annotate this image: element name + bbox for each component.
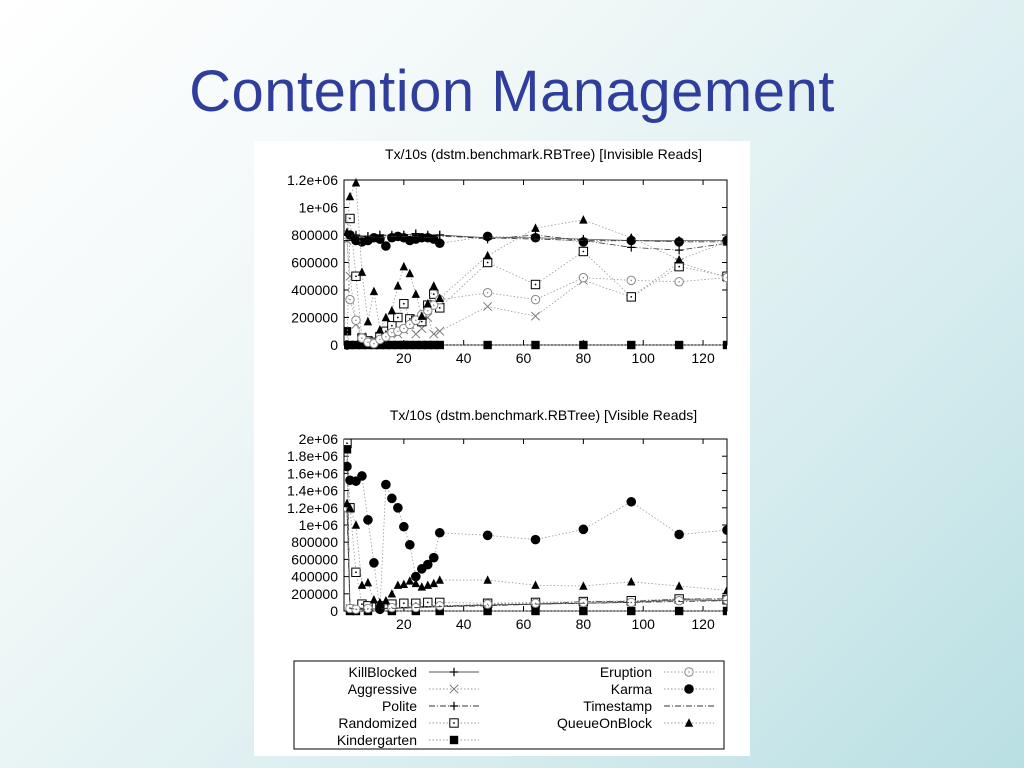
data-point	[675, 246, 683, 254]
legend-marker	[685, 668, 693, 676]
data-point	[627, 293, 635, 301]
data-point	[364, 604, 372, 612]
x-tick-label: 40	[455, 616, 472, 632]
x-tick-label: 100	[631, 350, 655, 366]
data-point	[346, 192, 354, 200]
y-tick-label: 2e+06	[298, 431, 338, 447]
legend-label: Kindergarten	[336, 732, 417, 748]
data-point	[436, 602, 444, 610]
slide-title: Contention Management	[189, 59, 835, 124]
y-tick-label: 1e+06	[298, 517, 338, 533]
data-point	[531, 341, 539, 349]
data-point	[483, 600, 491, 608]
data-point	[412, 289, 420, 297]
data-point	[352, 520, 360, 528]
data-point	[579, 598, 587, 606]
y-tick-label: 1.4e+06	[287, 482, 338, 499]
data-point	[531, 295, 539, 303]
data-point	[579, 341, 587, 349]
data-point	[370, 595, 378, 603]
data-point	[381, 241, 391, 251]
x-tick-label: 120	[691, 616, 715, 632]
chart-invisible-reads	[287, 146, 732, 366]
y-tick-label: 400000	[291, 282, 338, 298]
data-point	[400, 599, 408, 607]
x-tick-label: 60	[515, 350, 532, 366]
series-aggressive	[343, 504, 731, 614]
data-point	[394, 313, 402, 321]
data-point	[531, 312, 539, 320]
data-point	[387, 494, 397, 504]
data-point	[675, 341, 683, 349]
data-point	[531, 607, 539, 615]
series-eruption	[343, 504, 731, 614]
data-point	[346, 214, 354, 222]
y-tick-label: 400000	[291, 568, 338, 585]
chart-title: Tx/10s (dstm.benchmark.RBTree) [Visible Reads]	[389, 407, 698, 423]
data-point	[483, 289, 491, 297]
data-point	[483, 232, 493, 242]
data-point	[627, 577, 635, 585]
data-point	[370, 287, 378, 295]
data-point	[363, 515, 373, 525]
data-point	[346, 295, 354, 303]
data-point	[674, 530, 684, 540]
data-point	[627, 276, 635, 284]
data-point	[723, 341, 731, 349]
data-point	[430, 281, 438, 289]
data-point	[357, 471, 367, 481]
data-point	[436, 341, 444, 349]
data-point	[399, 522, 409, 532]
data-point	[675, 596, 683, 604]
data-point	[424, 598, 432, 606]
data-point	[723, 596, 731, 604]
data-point	[394, 281, 402, 289]
y-tick-label: 0	[330, 337, 338, 353]
chart-title: Tx/10s (dstm.benchmark.RBTree) [Invisible Reads]	[385, 146, 702, 162]
data-point	[400, 300, 408, 308]
data-point	[393, 503, 403, 513]
data-point	[579, 273, 587, 281]
legend-label: Karma	[610, 681, 652, 697]
data-point	[723, 586, 731, 594]
data-point	[483, 251, 491, 259]
figure-panel	[254, 141, 750, 756]
data-point	[626, 497, 636, 507]
legend	[294, 661, 724, 749]
y-tick-label: 1.8e+06	[287, 448, 338, 465]
y-tick-label: 1.6e+06	[287, 465, 338, 482]
data-point	[579, 247, 587, 255]
data-point	[722, 525, 732, 535]
data-point	[531, 581, 539, 589]
y-tick-label: 0	[330, 603, 338, 619]
legend-label: Eruption	[599, 664, 652, 680]
data-point	[579, 215, 587, 223]
data-point	[483, 575, 491, 583]
x-tick-label: 80	[575, 350, 592, 366]
y-tick-label: 1e+06	[298, 199, 338, 216]
x-tick-label: 120	[691, 350, 715, 366]
legend-label: Randomized	[338, 715, 417, 731]
legend-label: Timestamp	[583, 698, 652, 714]
y-tick-label: 800000	[291, 534, 338, 551]
x-tick-label: 40	[455, 350, 472, 366]
series-queueonblock	[343, 499, 731, 606]
data-point	[388, 306, 396, 314]
x-tick-label: 60	[515, 616, 532, 632]
y-tick-label: 1.2e+06	[287, 499, 338, 516]
data-point	[352, 272, 360, 280]
data-point	[352, 178, 360, 186]
data-point	[364, 578, 372, 586]
x-tick-label: 100	[631, 616, 655, 632]
legend-label: KillBlocked	[348, 664, 417, 680]
data-point	[381, 480, 391, 490]
data-point	[435, 528, 445, 538]
data-point	[483, 302, 491, 310]
data-point	[531, 280, 539, 288]
y-tick-label: 200000	[291, 309, 338, 326]
y-tick-label: 200000	[291, 585, 338, 602]
data-point	[483, 258, 491, 266]
x-tick-label: 20	[396, 616, 412, 632]
data-point	[388, 589, 396, 597]
data-point	[531, 535, 541, 545]
legend-label: Polite	[381, 698, 417, 714]
data-point	[531, 233, 541, 243]
data-point	[627, 607, 635, 615]
y-tick-label: 600000	[291, 551, 338, 568]
data-point	[627, 341, 635, 349]
data-point	[369, 558, 379, 568]
chart-figure	[254, 141, 750, 756]
data-point	[424, 581, 432, 589]
legend-label: QueueOnBlock	[557, 715, 652, 731]
data-point	[352, 316, 360, 324]
data-point	[483, 341, 491, 349]
data-point	[352, 568, 360, 576]
y-tick-label: 800000	[291, 227, 338, 243]
data-point	[723, 607, 731, 615]
data-point	[675, 607, 683, 615]
data-point	[579, 525, 589, 535]
x-tick-label: 80	[575, 616, 592, 632]
data-point	[579, 237, 589, 247]
data-point	[405, 540, 415, 550]
series-killblocked	[343, 504, 731, 614]
data-point	[436, 575, 444, 583]
legend-marker	[684, 684, 694, 694]
data-point	[343, 445, 351, 453]
chart-visible-reads	[287, 407, 732, 632]
series-karma	[342, 462, 732, 614]
y-tick-label: 600000	[291, 254, 338, 271]
data-point	[675, 262, 683, 270]
y-tick-label: 1.2e+06	[287, 172, 338, 188]
data-point	[388, 603, 396, 611]
data-point	[400, 262, 408, 270]
data-point	[723, 273, 731, 281]
data-point	[364, 317, 372, 325]
legend-label: Aggressive	[347, 681, 417, 697]
data-point	[483, 531, 493, 541]
x-tick-label: 20	[396, 350, 412, 366]
data-point	[352, 605, 360, 613]
data-point	[579, 607, 587, 615]
data-point	[675, 278, 683, 286]
data-point	[531, 599, 539, 607]
legend-marker	[450, 736, 458, 744]
data-point	[429, 553, 439, 563]
legend-marker	[450, 719, 458, 727]
data-point	[435, 238, 445, 248]
